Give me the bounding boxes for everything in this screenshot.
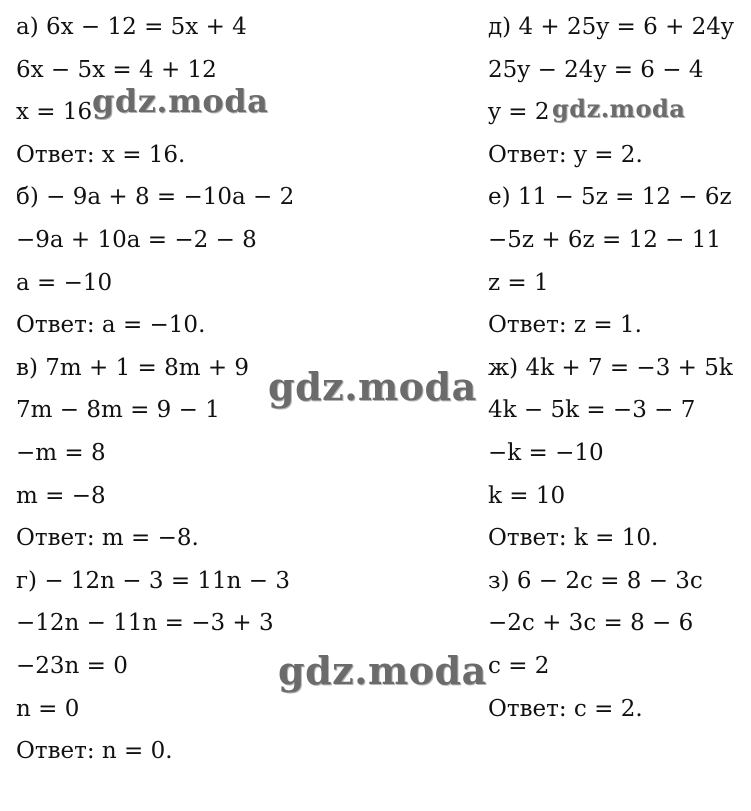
watermark: gdz.moda	[278, 648, 487, 693]
left-solutions-column	[16, 6, 294, 773]
equation-line: 25y − 24y = 6 − 4	[488, 56, 704, 83]
equation-line: −k = −10	[488, 439, 604, 466]
equation-line: y = 2	[488, 99, 550, 126]
watermark: gdz.moda	[552, 94, 686, 123]
answer-line: Ответ: n = 0.	[16, 738, 173, 765]
watermark: gdz.moda	[268, 364, 477, 409]
equation-line: ж) 4k + 7 = −3 + 5k	[488, 354, 733, 381]
equation-line: n = 0	[16, 695, 80, 722]
equation-line: c = 2	[488, 652, 550, 679]
equation-line: б) − 9a + 8 = −10a − 2	[16, 184, 295, 211]
answer-line: Ответ: z = 1.	[488, 312, 642, 339]
equation-line: −12n − 11n = −3 + 3	[16, 610, 274, 637]
watermark: gdz.moda	[92, 82, 269, 120]
answer-line: Ответ: x = 16.	[16, 141, 186, 168]
equation-line: −2c + 3c = 8 − 6	[488, 610, 694, 637]
equation-line: г) − 12n − 3 = 11n − 3	[16, 567, 291, 594]
equation-line: в) 7m + 1 = 8m + 9	[16, 354, 250, 381]
equation-line: д) 4 + 25y = 6 + 24y	[488, 14, 734, 40]
equation-line: −5z + 6z = 12 − 11	[488, 226, 721, 253]
equation-line: 7m − 8m = 9 − 1	[16, 397, 220, 424]
equation-line: 4k − 5k = −3 − 7	[488, 397, 696, 424]
answer-line: Ответ: m = −8.	[16, 525, 199, 552]
equation-line: −9a + 10a = −2 − 8	[16, 226, 257, 253]
equation-line: 6x − 5x = 4 + 12	[16, 56, 217, 83]
answer-line: Ответ: y = 2.	[488, 141, 643, 168]
answer-line: Ответ: k = 10.	[488, 525, 659, 552]
equation-line: a = −10	[16, 269, 113, 296]
equation-line: x = 16	[16, 99, 93, 126]
equation-line: z = 1	[488, 269, 549, 296]
equation-line: −m = 8	[16, 439, 106, 466]
equation-line: k = 10	[488, 482, 566, 509]
equation-line: −23n = 0	[16, 652, 128, 679]
answer-line: Ответ: a = −10.	[16, 312, 206, 339]
equation-line: з) 6 − 2c = 8 − 3c	[488, 567, 703, 594]
equation-line: m = −8	[16, 482, 106, 509]
equation-line: а) 6x − 12 = 5x + 4	[16, 14, 247, 40]
equation-line: е) 11 − 5z = 12 − 6z	[488, 184, 732, 211]
answer-line: Ответ: c = 2.	[488, 695, 643, 722]
